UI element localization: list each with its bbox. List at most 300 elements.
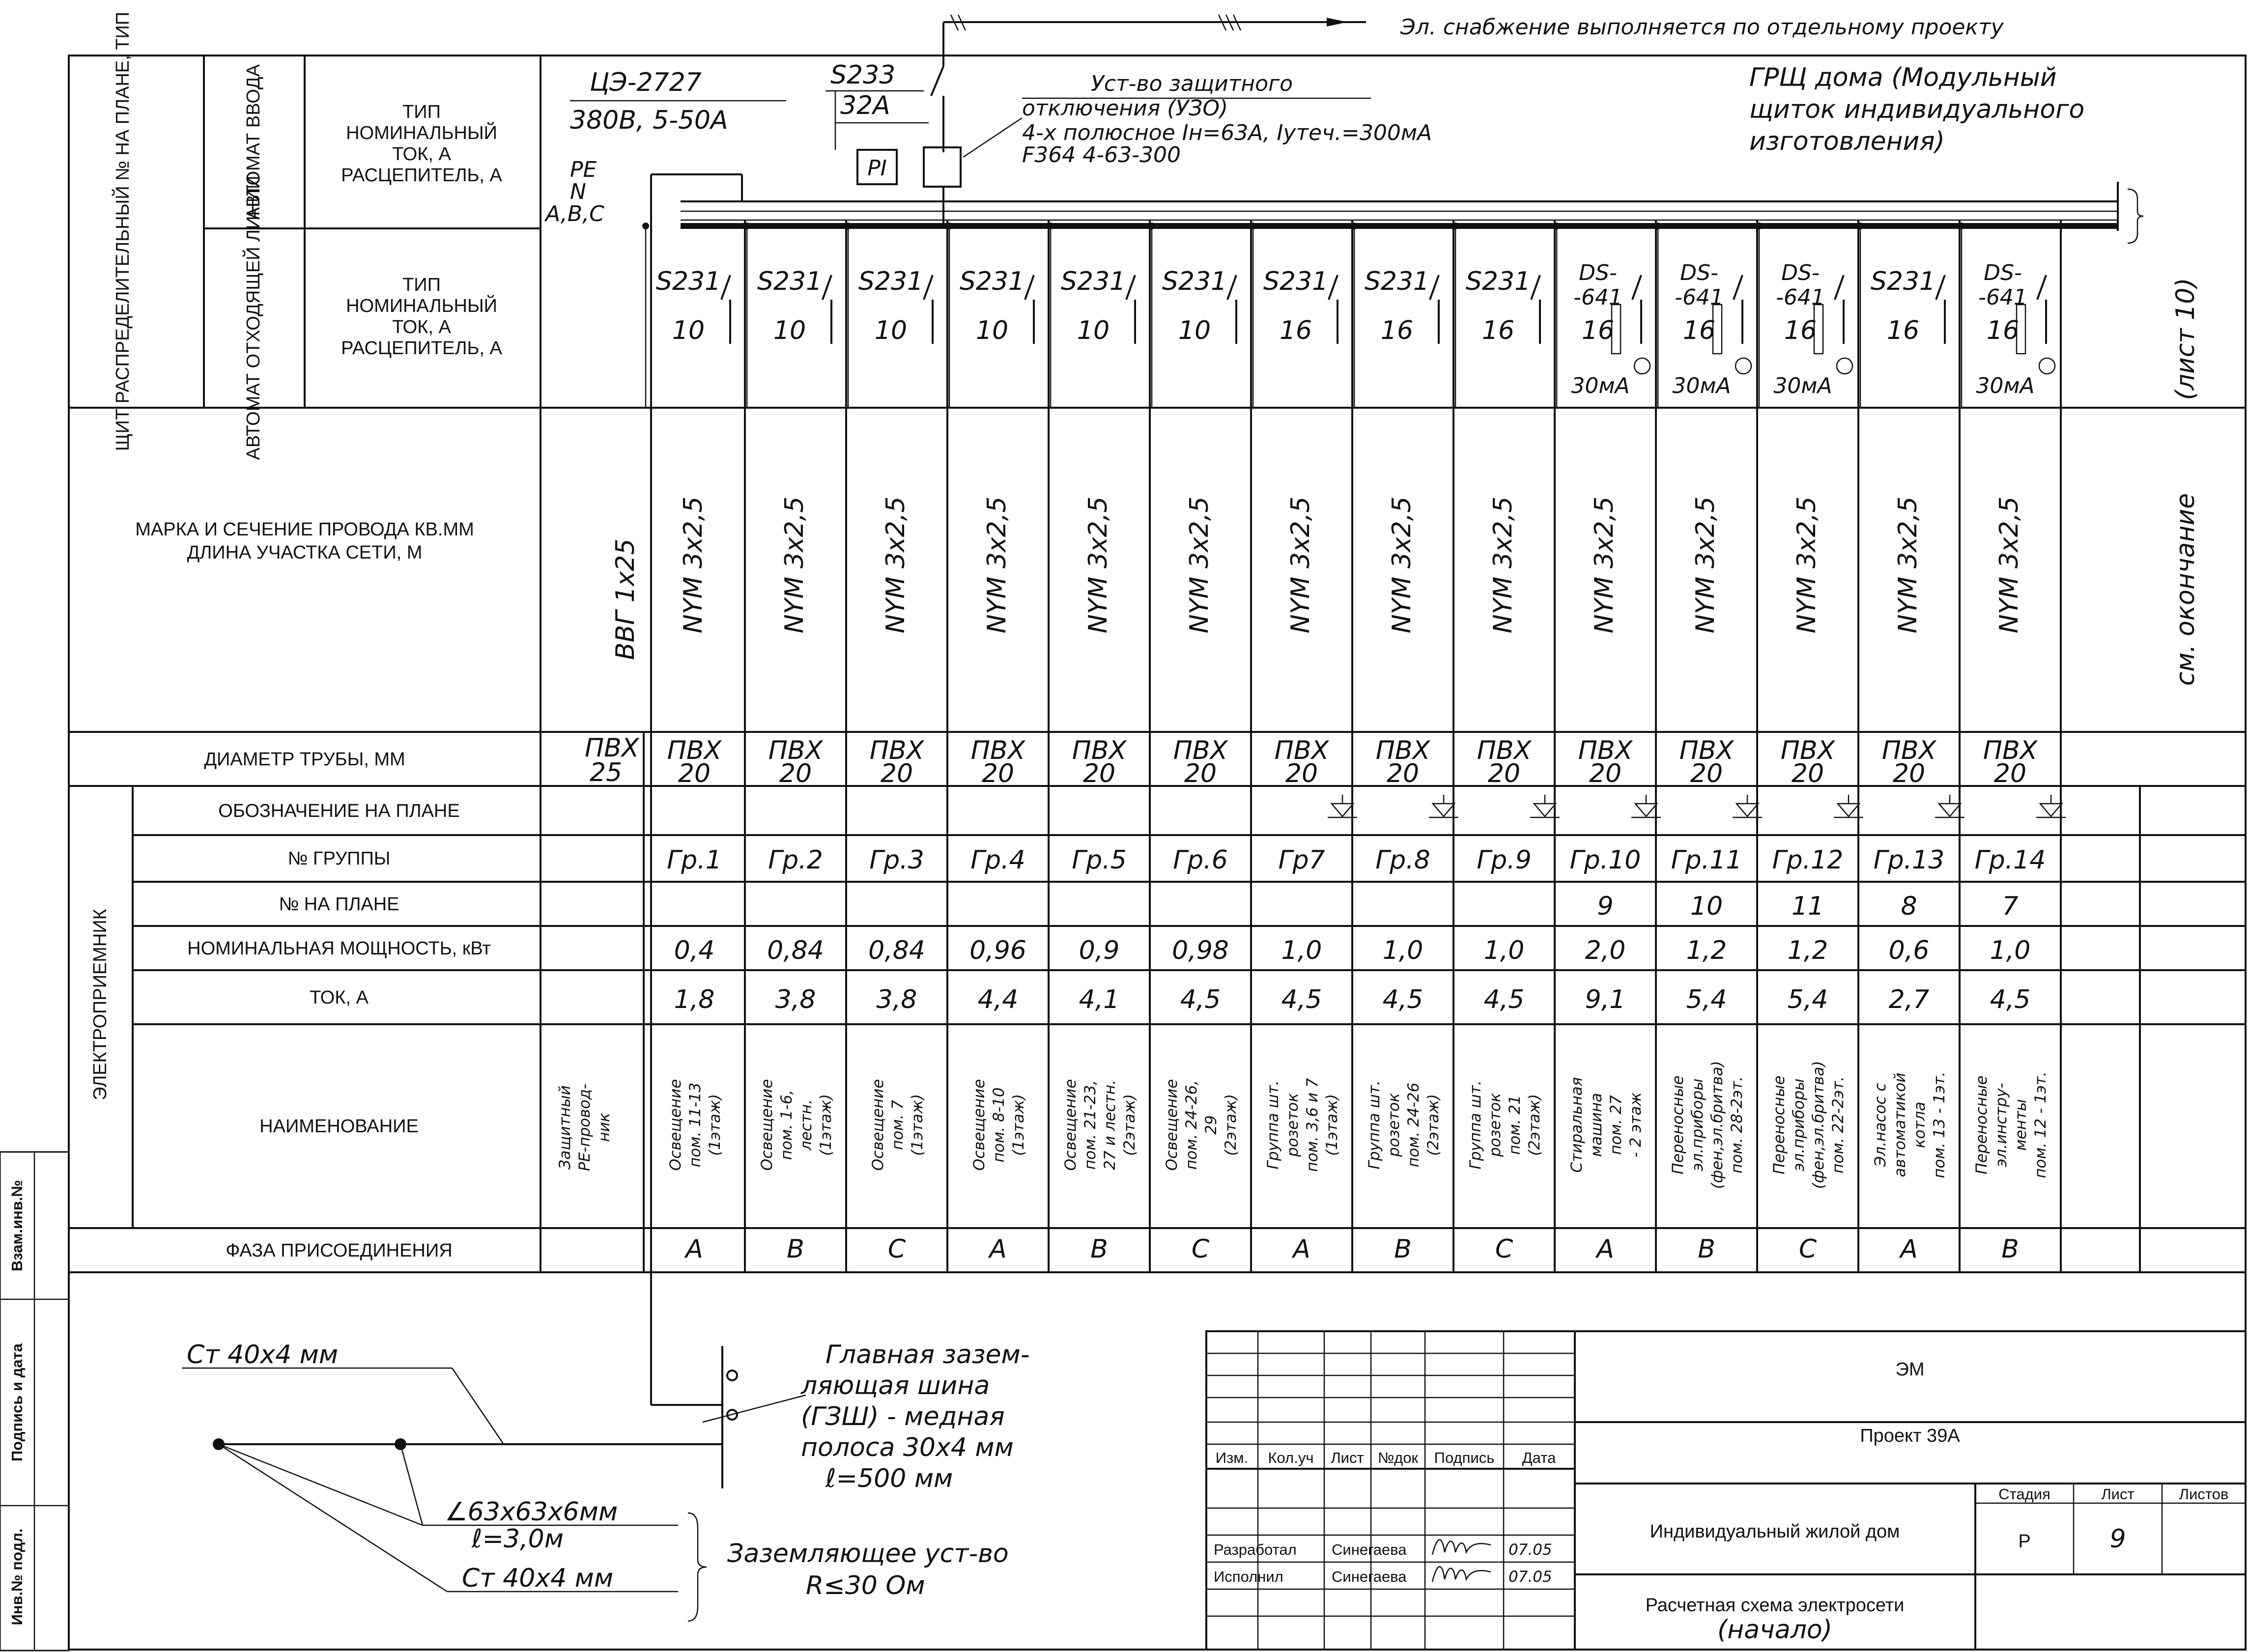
svg-text:полоса 30х4 мм: полоса 30х4 мм: [801, 1433, 1014, 1462]
title-project: Проект 39А: [1860, 1426, 1960, 1446]
title-role-developed: [1214, 1541, 1552, 1559]
signature-developer: [1432, 1540, 1491, 1555]
current-value: 4,5: [1180, 985, 1221, 1014]
label-input-breaker: АВТОМАТ ВВОДА: [243, 64, 264, 220]
rated-power: 0,84: [767, 936, 824, 965]
current-value: 3,8: [876, 985, 917, 1014]
connection-phase: B: [1394, 1234, 1412, 1264]
consumer-name-line: (2этаж): [1424, 1094, 1442, 1156]
pe-pipe: [585, 733, 640, 787]
pipe-diameter: 20: [1082, 759, 1116, 788]
consumer-name-line: 27 и лестн.: [1101, 1080, 1119, 1170]
rcd-trip-icon: [1736, 358, 1751, 374]
label-name: НАИМЕНОВАНИЕ: [259, 1116, 419, 1137]
pipe-diameter: 20: [1892, 759, 1926, 788]
consumer-name-line: лестн.: [797, 1099, 815, 1151]
svg-text:РАСЦЕПИТЕЛЬ, А: РАСЦЕПИТЕЛЬ, А: [341, 165, 502, 186]
connection-phase: B: [1698, 1234, 1715, 1264]
breaker-symbol: [924, 275, 933, 300]
current-value: 5,4: [1787, 985, 1828, 1014]
sheet-number: 9: [2109, 1524, 2126, 1554]
schematic-frame: [0, 15, 2246, 1651]
breaker-symbol: [1632, 275, 1641, 300]
supply-note: Эл. снабжение выполняется по отдельному проекту: [1400, 15, 2004, 40]
group-number: Гр.11: [1671, 845, 1742, 875]
plan-number: 10: [1690, 892, 1723, 921]
group-column-2: [743, 220, 846, 1272]
continuation-sheet-ref: (лист 10): [2171, 278, 2200, 400]
consumer-name-line: Освещение: [1163, 1079, 1181, 1171]
rcd-leak-current: 30мА: [1571, 373, 1630, 398]
label-wire: [135, 519, 474, 563]
breaker-rating: 16: [1682, 316, 1716, 345]
consumer-name-line: Стиральная: [1568, 1077, 1586, 1173]
rated-power: 0,6: [1888, 936, 1930, 965]
input-meter: [570, 68, 786, 135]
consumer-name-line: пом. 1-6,: [778, 1090, 796, 1160]
breaker-rating: 16: [1581, 316, 1615, 345]
socket-glyph: [1534, 804, 1556, 816]
breaker-type: S231: [959, 267, 1025, 296]
pipe-type: ПВХ: [1173, 736, 1228, 765]
wire-mark: NYM 3х2,5: [1083, 496, 1113, 634]
pipe-diameter: 20: [880, 759, 913, 788]
group-column-6: [1148, 220, 1251, 1272]
group-number: Гр.14: [1974, 845, 2046, 875]
consumer-name-line: (1этаж): [817, 1094, 835, 1156]
consumer-name-line: эл.инстру-: [1993, 1083, 2010, 1167]
consumer-name-line: розеток: [1284, 1093, 1302, 1157]
breaker-symbol: [1025, 275, 1034, 300]
rcd-trip-icon: [1837, 358, 1852, 374]
breaker-type: S231: [858, 267, 924, 296]
consumer-name-line: 29: [1202, 1115, 1220, 1135]
pipe-type: ПВХ: [1375, 736, 1430, 765]
consumer-name-line: пом. 13 - 1эт.: [1931, 1071, 1948, 1178]
group-number: Гр.12: [1772, 845, 1844, 875]
current-value: 4,5: [1990, 985, 2031, 1014]
svg-text:Дата: Дата: [1522, 1449, 1556, 1466]
socket-glyph: [2040, 804, 2062, 816]
svg-text:ПВХ: ПВХ: [585, 733, 639, 763]
consumer-name-line: (1этаж): [1323, 1094, 1341, 1156]
consumer-name-line: пом. 21-23,: [1082, 1080, 1099, 1170]
consumer-name-line: пом. 11-13: [686, 1082, 704, 1168]
consumer-name-line: (фен,эл.бритва): [1810, 1061, 1827, 1189]
pipe-type: ПВХ: [1274, 736, 1329, 765]
label-panel: ЩИТ РАСПРЕДЕЛИТЕЛЬНЫЙ № НА ПЛАНЕ, ТИП: [113, 11, 133, 451]
group-number: Гр.13: [1873, 845, 1945, 875]
panel-note: [1749, 63, 2084, 156]
wire-mark: NYM 3х2,5: [1286, 496, 1315, 634]
stamp-inv-no: Инв.№ подл.: [8, 1528, 26, 1625]
breaker-type: S231: [655, 267, 721, 296]
svg-text:380В, 5-50А: 380В, 5-50А: [570, 106, 728, 135]
wire-mark: NYM 3х2,5: [881, 496, 911, 634]
consumer-name-line: пом. 8-10: [990, 1087, 1008, 1163]
breaker-symbol: [2037, 275, 2046, 300]
grounding-conductor-top: Ст 40х4 мм: [187, 1340, 339, 1370]
connection-phase: B: [787, 1234, 804, 1264]
breaker-type-suffix: -641: [1978, 285, 2027, 310]
pipe-type: ПВХ: [1881, 736, 1936, 765]
svg-text:изготовления): изготовления): [1749, 127, 1945, 156]
breaker-symbol: [1227, 275, 1236, 300]
breaker-rating: 10: [1077, 316, 1110, 345]
svg-text:отключения (УЗО): отключения (УЗО): [1022, 96, 1228, 121]
breaker-type: S231: [1870, 267, 1936, 296]
pipe-diameter: 20: [1487, 759, 1521, 788]
svg-text:Исполнил: Исполнил: [1214, 1568, 1283, 1585]
pipe-type: ПВХ: [1679, 736, 1734, 765]
pipe-type: ПВХ: [1578, 736, 1633, 765]
rated-power: 1,2: [1686, 936, 1727, 965]
sheet-label: Лист: [2101, 1485, 2135, 1503]
consumer-name-line: машина: [1588, 1092, 1605, 1157]
breaker-rating: 16: [1986, 316, 2020, 345]
socket-glyph: [1838, 804, 1859, 816]
group-column-9: [1452, 220, 1560, 1272]
grounding-angle: [445, 1497, 618, 1554]
svg-text:ТОК, А: ТОК, А: [392, 144, 451, 165]
group-number: Гр.9: [1477, 845, 1532, 875]
consumer-name-line: Группа шт.: [1366, 1080, 1383, 1170]
rcd-note: [1022, 71, 1432, 168]
breaker-symbol: [823, 275, 831, 300]
svg-text:07.05: 07.05: [1509, 1541, 1552, 1559]
svg-text:N: N: [570, 179, 586, 204]
label-power: НОМИНАЛЬНАЯ МОЩНОСТЬ, кВт: [187, 938, 491, 959]
consumer-name-line: Освещение: [970, 1079, 988, 1171]
svg-text:№док: №док: [1377, 1449, 1419, 1466]
svg-text:Синегаева: Синегаева: [1332, 1541, 1407, 1558]
breaker-symbol: [1430, 275, 1439, 300]
current-value: 3,8: [775, 985, 816, 1014]
svg-text:25: 25: [590, 758, 623, 787]
pipe-type: ПВХ: [768, 736, 823, 765]
label-group: № ГРУППЫ: [287, 848, 391, 869]
pipe-diameter: 20: [1285, 759, 1318, 788]
sheets-label: Листов: [2179, 1485, 2229, 1503]
consumer-name-line: пом. 22-2эт.: [1829, 1076, 1847, 1174]
group-number: Гр.8: [1375, 845, 1430, 875]
svg-text:Подпись: Подпись: [1434, 1449, 1495, 1466]
svg-text:PE-провод-: PE-провод-: [576, 1083, 594, 1172]
group-number: Гр.1: [667, 845, 722, 875]
wire-mark: NYM 3х2,5: [1691, 496, 1720, 634]
connection-phase: C: [887, 1234, 906, 1264]
consumer-name-line: Группа шт.: [1467, 1080, 1484, 1170]
rated-power: 0,98: [1172, 936, 1229, 965]
consumer-name-line: Освещение: [1062, 1079, 1080, 1171]
label-pipe: ДИАМЕТР ТРУБЫ, ММ: [204, 749, 405, 770]
pipe-diameter: 20: [1589, 759, 1622, 788]
consumer-name-line: Переносные: [1669, 1075, 1687, 1175]
consumer-name-line: котла: [1911, 1101, 1929, 1148]
svg-text:Синегаева: Синегаева: [1332, 1568, 1407, 1585]
breaker-symbol: [1835, 275, 1844, 300]
socket-glyph: [1433, 804, 1454, 816]
breaker-rating: 16: [1784, 316, 1817, 345]
rcd-trip-icon: [2039, 358, 2055, 374]
consumer-name-line: пом. 24-26: [1405, 1082, 1423, 1168]
rcd-leak-current: 30мА: [1976, 373, 2035, 398]
breaker-type-suffix: -641: [1675, 285, 1724, 310]
stamp-replaced-inv: Взам.инв.№: [8, 1179, 26, 1272]
breaker-rating: 16: [1380, 316, 1414, 345]
group-column-11: [1654, 220, 1762, 1272]
current-value: 2,7: [1888, 985, 1930, 1014]
plan-number: 8: [1901, 892, 1917, 921]
breaker-rating: 10: [874, 316, 908, 345]
breaker-rating: 16: [1481, 316, 1515, 345]
breaker-type: S231: [1162, 267, 1227, 296]
svg-text:МАРКА И СЕЧЕНИЕ ПРОВОДА КВ.ММ: МАРКА И СЕЧЕНИЕ ПРОВОДА КВ.ММ: [135, 519, 474, 540]
breaker-rating: 10: [1178, 316, 1211, 345]
svg-text:НОМИНАЛЬНЫЙ: НОМИНАЛЬНЫЙ: [346, 123, 497, 143]
svg-text:07.05: 07.05: [1509, 1568, 1552, 1586]
pipe-diameter: 20: [1386, 759, 1420, 788]
pipe-type: ПВХ: [1983, 736, 2038, 765]
connection-phase: A: [1900, 1234, 1918, 1264]
consumer-name-line: розеток: [1385, 1093, 1403, 1157]
title-code: ЭМ: [1895, 1359, 1925, 1380]
svg-text:Уст-во защитного: Уст-во защитного: [1091, 71, 1293, 96]
pipe-type: ПВХ: [869, 736, 924, 765]
group-column-12: [1756, 220, 1863, 1272]
wire-mark: NYM 3х2,5: [1488, 496, 1518, 634]
rated-power: 0,9: [1079, 936, 1120, 965]
breaker-rating: 10: [773, 316, 806, 345]
svg-text:Разработал: Разработал: [1214, 1541, 1297, 1558]
svg-text:Изм.: Изм.: [1215, 1449, 1249, 1466]
svg-text:ник: ник: [596, 1113, 613, 1142]
rcd-trip-icon: [1634, 358, 1650, 374]
consumer-name-line: эл.приборы: [1689, 1078, 1707, 1172]
consumer-name-line: (1этаж): [1010, 1094, 1027, 1156]
plan-number: 7: [2002, 892, 2019, 921]
group-column-3: [845, 220, 947, 1272]
consumer-name-line: (1этаж): [706, 1094, 724, 1156]
current-value: 1,8: [674, 985, 715, 1014]
current-value: 4,5: [1281, 985, 1322, 1014]
consumer-name-line: пом. 27: [1607, 1095, 1625, 1155]
consumer-name-line: автоматикой: [1891, 1072, 1909, 1177]
group-column-8: [1351, 220, 1458, 1272]
breaker-symbol: [1936, 275, 1945, 300]
rated-power: 1,0: [1990, 936, 2031, 965]
pipe-type: ПВХ: [970, 736, 1025, 765]
pipe-diameter: 20: [981, 759, 1015, 788]
stamp-signature-date: Подпись и дата: [8, 1343, 26, 1462]
pipe-diameter: 20: [1690, 759, 1723, 788]
connection-phase: A: [989, 1234, 1007, 1264]
input-breaker: [826, 60, 924, 120]
pipe-type: ПВХ: [1477, 736, 1532, 765]
label-phase: ФАЗА ПРИСОЕДИНЕНИЯ: [226, 1240, 453, 1261]
svg-text:ДЛИНА УЧАСТКА СЕТИ, М: ДЛИНА УЧАСТКА СЕТИ, М: [187, 542, 423, 563]
svg-text:ляющая шина: ляющая шина: [801, 1371, 990, 1400]
connection-phase: B: [1090, 1234, 1108, 1264]
socket-glyph: [1332, 804, 1353, 816]
pipe-type: ПВХ: [1072, 736, 1127, 765]
connection-phase: A: [1293, 1234, 1310, 1264]
svg-text:ℓ=3,0м: ℓ=3,0м: [472, 1524, 564, 1554]
consumer-name-line: пом. 24-26,: [1183, 1080, 1200, 1170]
svg-text:ТИП: ТИП: [402, 275, 441, 295]
pipe-type: ПВХ: [1780, 736, 1835, 765]
plan-number: 11: [1791, 892, 1824, 921]
title-sheet-name-sub: (начало): [1717, 1615, 1833, 1645]
label-consumer: ЭЛЕКТРОПРИЕМНИК: [90, 909, 111, 1100]
wire-mark: NYM 3х2,5: [1994, 496, 2024, 634]
pipe-type: ПВХ: [667, 736, 722, 765]
group-column-5: [1047, 220, 1150, 1272]
svg-text:Главная зазем-: Главная зазем-: [826, 1340, 1030, 1370]
breaker-symbol: [1126, 275, 1135, 300]
label-current: ТОК, А: [310, 987, 369, 1008]
group-number: Гр7: [1278, 845, 1325, 875]
title-sheet-name: Расчетная схема электросети: [1645, 1595, 1905, 1616]
consumer-name-line: Группа шт.: [1264, 1080, 1282, 1170]
label-outgoing-breaker: АВТОМАТ ОТХОДЯЩЕЙ ЛИНИИ: [243, 175, 264, 460]
bus-labels: [544, 157, 604, 226]
rated-power: 0,4: [674, 936, 715, 965]
group-number: Гр.6: [1173, 845, 1228, 875]
svg-text:ТОК, А: ТОК, А: [392, 317, 451, 337]
connection-phase: B: [2001, 1234, 2019, 1264]
wire-mark: NYM 3х2,5: [1792, 496, 1822, 634]
rated-power: 1,0: [1483, 936, 1525, 965]
svg-text:R≤30 Ом: R≤30 Ом: [806, 1571, 925, 1600]
breaker-rating: 10: [672, 316, 705, 345]
wire-mark: NYM 3х2,5: [1387, 496, 1417, 634]
group-number: Гр.5: [1072, 845, 1127, 875]
wire-mark: NYM 3х2,5: [1185, 496, 1214, 634]
svg-text:ГРЩ дома (Модульный: ГРЩ дома (Модульный: [1749, 63, 2057, 92]
group-column-7: [1250, 220, 1357, 1272]
svg-text:Кол.уч: Кол.уч: [1268, 1449, 1314, 1466]
group-column-13: [1857, 220, 1964, 1272]
rated-power: 1,0: [1382, 936, 1423, 965]
breaker-symbol: [1734, 275, 1742, 300]
svg-text:A,B,C: A,B,C: [545, 201, 604, 226]
current-value: 5,4: [1686, 985, 1727, 1014]
current-value: 9,1: [1585, 985, 1626, 1014]
stage-value: Р: [2018, 1531, 2031, 1552]
rated-power: 1,0: [1281, 936, 1322, 965]
breaker-type: DS-: [1781, 260, 1820, 285]
circuit-groups: [642, 220, 2066, 1272]
pipe-diameter: 20: [1791, 759, 1824, 788]
consumer-name-line: (1этаж): [909, 1094, 926, 1156]
consumer-name-line: Переносные: [1770, 1075, 1788, 1175]
consumer-name-line: эл.приборы: [1790, 1078, 1808, 1172]
pipe-diameter: 20: [1184, 759, 1217, 788]
connection-phase: A: [685, 1234, 703, 1264]
grounding-device: [727, 1539, 1009, 1600]
svg-text:Защитный: Защитный: [556, 1085, 574, 1170]
connection-phase: A: [1596, 1234, 1614, 1264]
breaker-symbol: [721, 275, 730, 300]
consumer-name-line: (2этаж): [1526, 1094, 1543, 1156]
current-value: 4,1: [1079, 985, 1120, 1014]
rated-power: 1,2: [1787, 936, 1828, 965]
svg-text:Лист: Лист: [1331, 1449, 1364, 1466]
svg-text:S233: S233: [830, 60, 896, 90]
group-column-10: [1553, 220, 1661, 1272]
connection-phase: C: [1495, 1234, 1513, 1264]
consumer-name-line: пом. 12 - 1эт.: [2032, 1071, 2050, 1178]
consumer-name-line: Освещение: [667, 1079, 684, 1171]
breaker-type-suffix: -641: [1573, 285, 1623, 310]
outgoing-breaker-params: [341, 275, 502, 359]
grounding-bus-note: [800, 1340, 1030, 1493]
svg-text:32A: 32A: [840, 91, 890, 120]
pipe-diameter: 20: [1993, 759, 2027, 788]
svg-text:4-х полюсное Iн=63А, Iутеч.=30: 4-х полюсное Iн=63А, Iутеч.=300мА: [1022, 120, 1432, 145]
svg-text:щиток индивидуального: щиток индивидуального: [1749, 95, 2085, 124]
group-column-1: [642, 220, 745, 1272]
svg-text:ТИП: ТИП: [402, 102, 441, 122]
rated-power: 0,84: [868, 936, 925, 965]
consumer-name-line: Освещение: [758, 1079, 776, 1171]
title-headers: [1216, 1449, 1556, 1466]
consumer-name-line: пом. 21: [1506, 1095, 1524, 1155]
rcd-leak-current: 30мА: [1672, 373, 1731, 398]
rated-power: 0,96: [969, 936, 1026, 965]
breaker-symbol: [1531, 275, 1540, 300]
title-role-executed: [1214, 1568, 1552, 1586]
pipe-diameter: 20: [678, 759, 711, 788]
group-number: Гр.10: [1569, 845, 1641, 875]
breaker-type: S231: [1465, 267, 1531, 296]
group-column-4: [946, 220, 1049, 1272]
breaker-type: DS-: [1984, 260, 2022, 285]
pe-wire: ВВГ 1х25: [611, 538, 640, 660]
consumer-name-line: (2этаж): [1222, 1094, 1240, 1156]
breaker-type: S231: [1364, 267, 1430, 296]
group-number: Гр.3: [869, 845, 924, 875]
svg-text:(ГЗШ) - медная: (ГЗШ) - медная: [801, 1402, 1005, 1431]
label-plan-symbol: ОБОЗНАЧЕНИЕ НА ПЛАНЕ: [218, 801, 460, 821]
connection-phase: C: [1798, 1234, 1817, 1264]
consumer-name-line: (2этаж): [1121, 1094, 1139, 1156]
breaker-type: S231: [1060, 267, 1126, 296]
breaker-type: S231: [1263, 267, 1329, 296]
pe-name: [556, 1084, 613, 1171]
meter-box-label: PI: [867, 156, 887, 181]
current-value: 4,5: [1483, 985, 1525, 1014]
breaker-rating: 16: [1279, 316, 1312, 345]
svg-text:∠63х63х6мм: ∠63х63х6мм: [445, 1497, 618, 1527]
group-number: Гр.4: [970, 845, 1025, 875]
rcd-leak-current: 30мА: [1773, 373, 1832, 398]
svg-text:F364 4-63-300: F364 4-63-300: [1022, 142, 1181, 168]
grounding-conductor-bottom: Ст 40х4 мм: [462, 1564, 614, 1593]
group-number: Гр.2: [768, 845, 823, 875]
svg-text:ЦЭ-2727: ЦЭ-2727: [590, 68, 702, 97]
rated-power: 2,0: [1585, 936, 1626, 965]
signature-executor: [1432, 1567, 1491, 1582]
breaker-rating: 10: [975, 316, 1009, 345]
breaker-symbol: [1329, 275, 1338, 300]
label-plan-no: № НА ПЛАНЕ: [279, 894, 399, 915]
wire-mark: NYM 3х2,5: [982, 496, 1012, 634]
consumer-name-line: Эл.насос с: [1872, 1083, 1889, 1167]
breaker-type-suffix: -641: [1776, 285, 1825, 310]
consumer-name-line: Освещение: [869, 1079, 887, 1171]
